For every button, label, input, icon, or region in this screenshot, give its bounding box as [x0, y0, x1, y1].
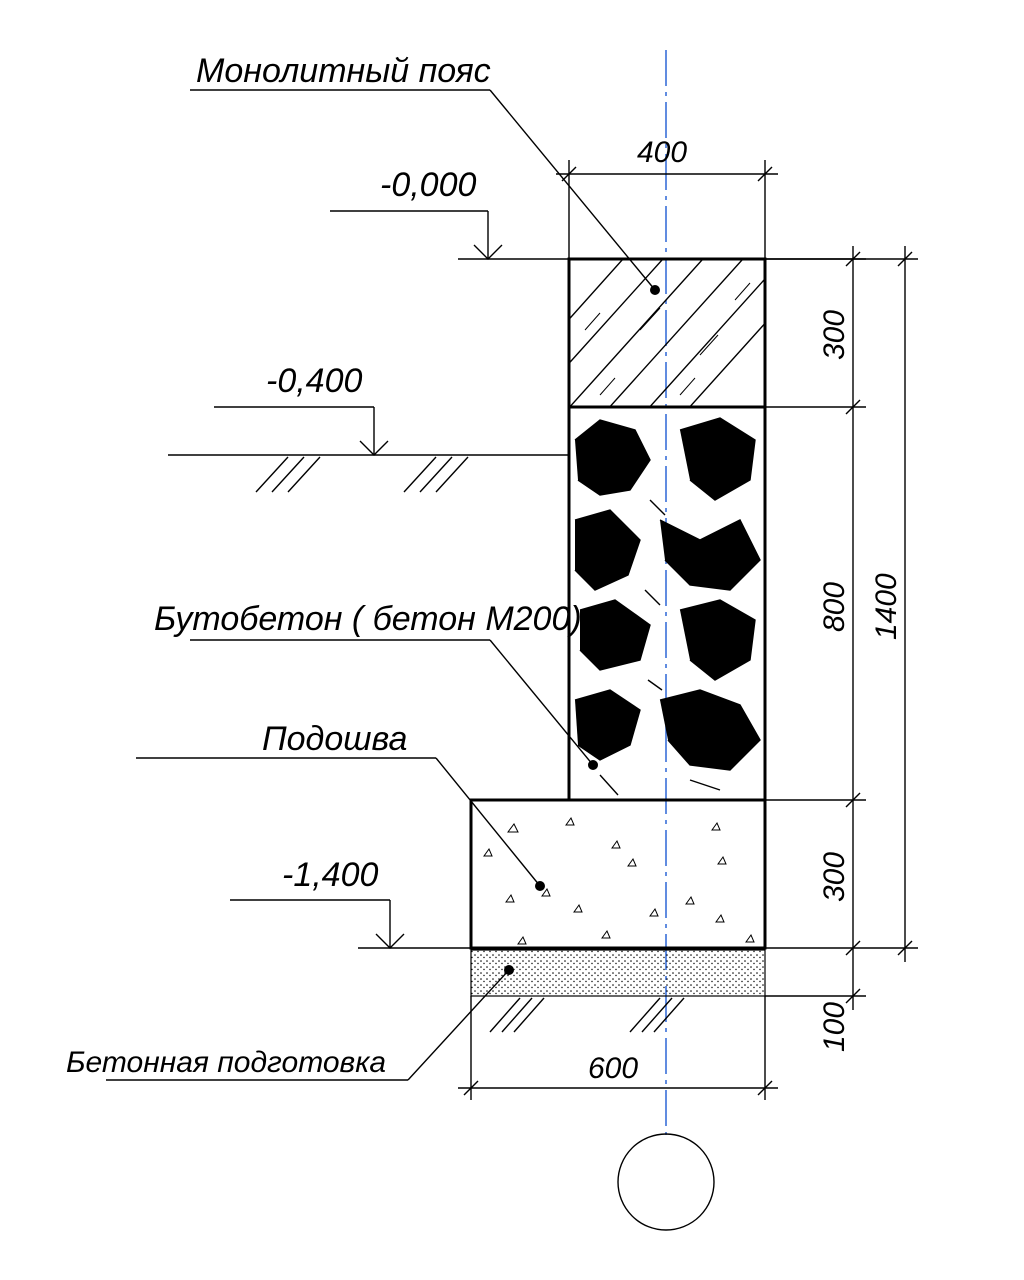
level-ground-text: -0,400	[266, 362, 363, 400]
label-rubble: Бутобетон ( бетон М200)	[154, 600, 582, 638]
label-belt: Монолитный пояс	[196, 52, 491, 90]
dim-top-width-text: 400	[637, 136, 688, 169]
dim-total-height-text: 1400	[870, 573, 903, 640]
level-mark-top	[330, 166, 569, 259]
dim-prep-height-text: 100	[818, 1001, 851, 1052]
soil-hatch-bottom	[490, 998, 684, 1032]
dim-total-height	[870, 246, 912, 962]
level-mark-ground	[214, 362, 388, 455]
dim-vertical-chain	[765, 246, 918, 1052]
ground-line	[168, 455, 569, 492]
rubble-concrete	[569, 407, 765, 800]
level-top-text: -0,000	[380, 166, 477, 204]
dim-bottom-width	[458, 996, 778, 1100]
dim-sole-height-text: 300	[818, 851, 851, 902]
dim-bottom-width-text: 600	[588, 1052, 639, 1085]
monolithic-belt	[470, 240, 840, 440]
level-mark-bottom	[230, 856, 471, 948]
axis-bubble	[618, 1134, 714, 1230]
level-bottom-text: -1,400	[282, 856, 379, 894]
footing-sole	[471, 800, 765, 948]
dim-top-width	[556, 136, 778, 259]
label-sole: Подошва	[262, 720, 408, 758]
dim-belt-height-text: 300	[818, 309, 851, 360]
dim-rubble-height-text: 800	[818, 581, 851, 632]
concrete-preparation	[471, 950, 765, 996]
label-prep: Бетонная подготовка	[66, 1046, 387, 1079]
leader-prep	[66, 970, 509, 1080]
